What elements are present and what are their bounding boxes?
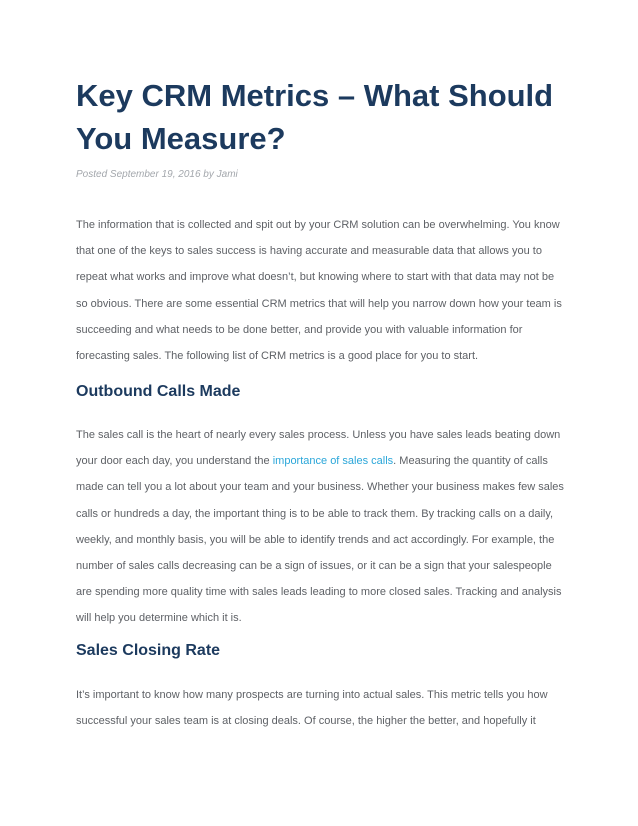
- importance-of-sales-calls-link[interactable]: importance of sales calls: [272, 455, 394, 468]
- outbound-calls-paragraph: [76, 422, 566, 632]
- paragraph-text: The sales call is the heart of nearly every sales process. Unless you have sales leads beating down your door each day, you understand the: [76, 429, 561, 468]
- section-heading-sales-closing-rate: Sales Closing Rate: [76, 642, 221, 659]
- sales-closing-rate-paragraph: It’s important to know how many prospects are turning into actual sales. This metric tells you how successful your sales team is at closing deals. Of course, the higher the better, and hopefully it: [76, 689, 548, 728]
- article-title: Key CRM Metrics – What Should You Measure?: [76, 78, 554, 156]
- paragraph-text: . Measuring the quantity of calls made can tell you a lot about your team and your business. Whether your business makes few sales calls or hundreds a day, the important thing is to be able to track them. By tracking calls on a daily, weekly, and monthly basis, you will be able to identify trends and act accordingly. For example, the number of sales calls decreasing can be a sign of issues, or it can be a sign that your salespeople are spending more quality time with sales leads leading to more closed sales. Tracking and analysis will help you determine which it is.: [76, 455, 564, 625]
- intro-paragraph: The information that is collected and spit out by your CRM solution can be overwhelming. You know that one of the keys to sales success is having accurate and measurable data that allows you to repeat what works and improve what doesn’t, but knowing where to start with that data may not be so obvious. There are some essential CRM metrics that will help you narrow down how your team is succeeding and what needs to be done better, and provide you with valuable information for forecasting sales. The following list of CRM metrics is a good place for you to start.: [76, 219, 562, 363]
- section-heading-outbound-calls: Outbound Calls Made: [76, 383, 241, 400]
- post-meta: Posted September 19, 2016 by Jami: [76, 169, 238, 180]
